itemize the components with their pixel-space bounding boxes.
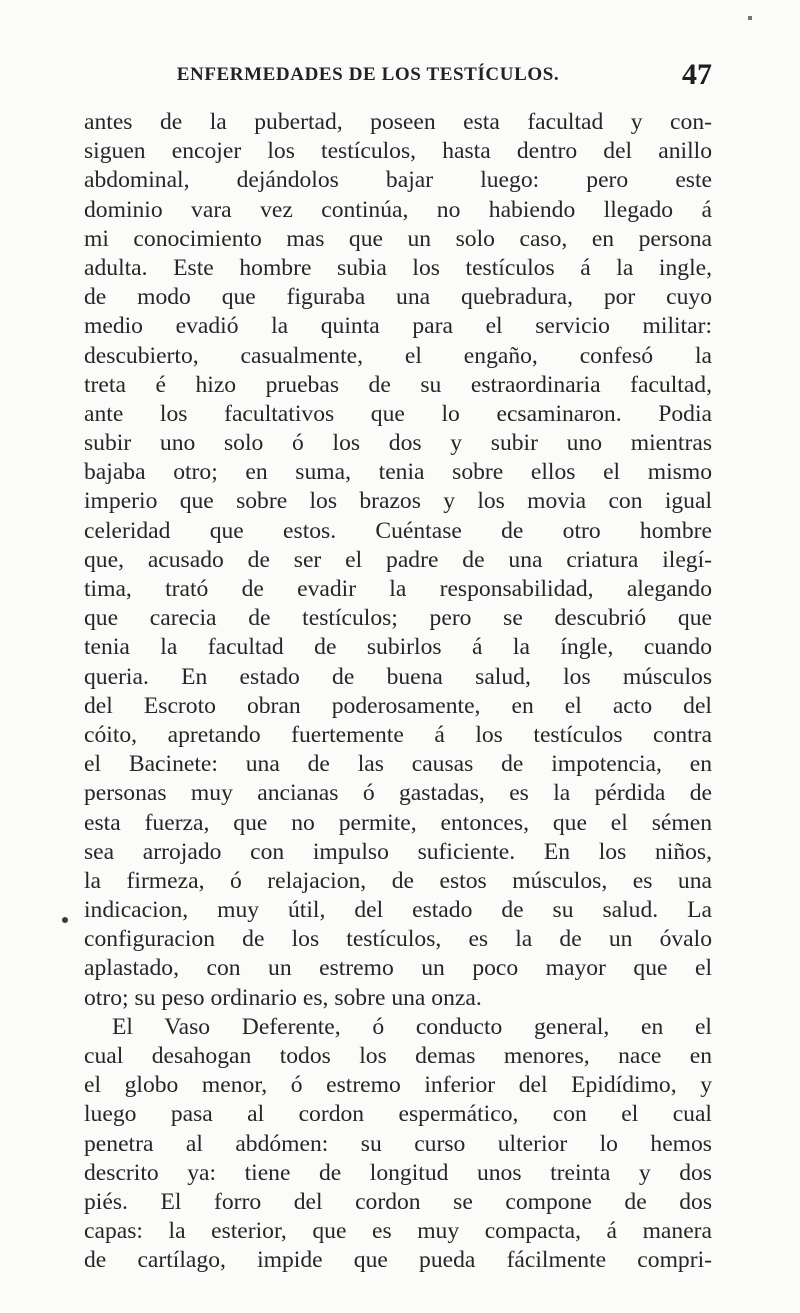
text-line: medio evadió la quinta para el servicio militar: bbox=[84, 313, 712, 340]
text-line: ante los facultativos que lo ecsaminaron. Podia bbox=[84, 400, 712, 427]
text-line: sea arrojado con impulso suficiente. En los niños, bbox=[84, 838, 712, 865]
text-line: descubierto, casualmente, el engaño, confesó la bbox=[84, 342, 712, 369]
page-number: 47 bbox=[682, 58, 712, 91]
text-line: imperio que sobre los brazos y los movia con igual bbox=[84, 488, 712, 515]
text-line: tima, trató de evadir la responsabilidad, alegando bbox=[84, 576, 712, 602]
text-line: esta fuerza, que no permite, entonces, que el sémen bbox=[84, 809, 712, 836]
text-line: siguen encojer los testículos, hasta dentro del anillo bbox=[84, 138, 712, 165]
text-line: abdominal, dejándolos bajar luego: pero este bbox=[84, 167, 712, 194]
text-line: de modo que figuraba una quebradura, por cuyo bbox=[84, 284, 712, 311]
text-line: luego pasa al cordon espermático, con el cual bbox=[84, 1101, 712, 1128]
text-line: tenia la facultad de subirlos á la íngle, cuando bbox=[84, 634, 712, 661]
text-line: dominio vara vez continúa, no habiendo llegado á bbox=[84, 196, 712, 223]
running-head bbox=[84, 58, 712, 98]
text-line: treta é hizo pruebas de su estraordinaria facultad, bbox=[84, 371, 712, 398]
running-title: ENFERMEDADES DE LOS TESTÍCULOS. bbox=[176, 64, 560, 85]
scan-speck bbox=[748, 16, 752, 20]
text-line: penetra al abdómen: su curso ulterior lo hemos bbox=[84, 1130, 712, 1157]
text-line: aplastado, con un estremo un poco mayor que el bbox=[84, 955, 712, 982]
text-line: queria. En estado de buena salud, los músculos bbox=[84, 663, 712, 690]
margin-dot bbox=[62, 917, 68, 923]
text-line: otro; su peso ordinario es, sobre una onza. bbox=[84, 984, 482, 1011]
text-line: capas: la esterior, que es muy compacta, á manera bbox=[84, 1218, 712, 1245]
text-line: cóito, apretando fuertemente á los testículos contra bbox=[84, 721, 712, 748]
text-line: el Bacinete: una de las causas de impotencia, en bbox=[84, 751, 712, 778]
text-line: configuracion de los testículos, es la de un óvalo bbox=[84, 926, 712, 953]
text-line: personas muy ancianas ó gastadas, es la pérdida de bbox=[84, 780, 712, 807]
text-line: del Escroto obran poderosamente, en el acto del bbox=[84, 692, 712, 719]
text-line: el globo menor, ó estremo inferior del Epidídimo, y bbox=[84, 1072, 712, 1099]
text-line: adulta. Este hombre subia los testículos á la ingle, bbox=[84, 254, 712, 281]
text-line: celeridad que estos. Cuéntase de otro hombre bbox=[84, 517, 712, 544]
text-line: antes de la pubertad, poseen esta facultad y con- bbox=[84, 109, 712, 135]
body-text bbox=[84, 108, 712, 1276]
text-line: subir uno solo ó los dos y subir uno mientras bbox=[84, 430, 712, 457]
text-line: la firmeza, ó relajacion, de estos músculos, es una bbox=[84, 867, 712, 894]
text-line: piés. El forro del cordon se compone de dos bbox=[84, 1188, 712, 1215]
text-line: mi conocimiento mas que un solo caso, en persona bbox=[84, 225, 712, 252]
text-line: descrito ya: tiene de longitud unos treinta y dos bbox=[84, 1159, 712, 1186]
text-line: de cartílago, impide que pueda fácilmente compri- bbox=[84, 1247, 712, 1274]
text-line: bajaba otro; en suma, tenia sobre ellos el mismo bbox=[84, 459, 712, 486]
text-line: cual desahogan todos los demas menores, nace en bbox=[84, 1043, 712, 1069]
text-line: El Vaso Deferente, ó conducto general, en el bbox=[112, 1013, 712, 1040]
text-line: que carecia de testículos; pero se descubrió que bbox=[84, 605, 712, 632]
text-line: indicacion, muy útil, del estado de su salud. La bbox=[84, 897, 712, 924]
text-line: que, acusado de ser el padre de una criatura ilegí- bbox=[84, 546, 712, 573]
